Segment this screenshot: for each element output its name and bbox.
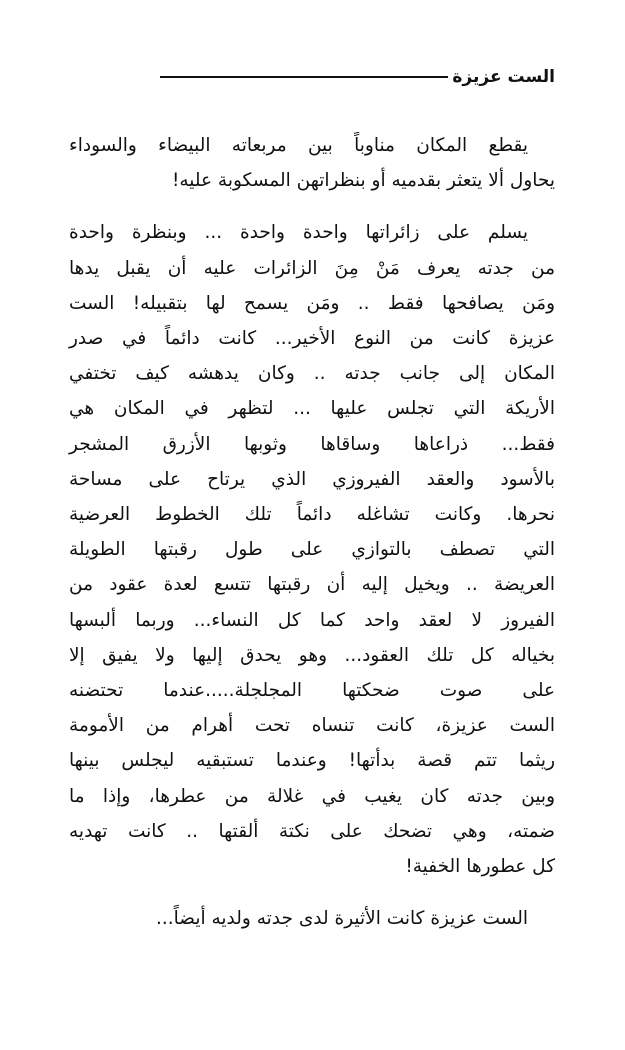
text-line: يسلم على زائراتها واحدة واحدة ... وبنظرة واحدة — [69, 222, 528, 244]
text-line: الست عزيزة، كانت تنساه تحت أهرام من الأمومة — [69, 715, 555, 737]
text-line: فقط... ذراعاها وساقاها وثوبها الأزرق المشجر — [69, 433, 555, 455]
paragraph-1 — [69, 128, 555, 198]
text-line: التي تصطف بالتوازي على طول رقبتها الطويلة — [69, 539, 555, 561]
paragraph-3 — [69, 901, 555, 936]
text-line: من جدته يعرف مَنْ مِنَ الزائرات عليه أن يقبل يدها — [69, 257, 555, 279]
text-line: العريضة .. ويخيل إليه أن رقبتها تتسع لعدة عقود من — [69, 574, 555, 596]
text-line: الست عزيزة كانت الأثيرة لدى جدته ولديه أيضاً... — [156, 908, 528, 930]
body-text — [69, 128, 555, 953]
text-line: عزيزة كانت من النوع الأخير... كانت دائماً في صدر — [69, 328, 555, 350]
paragraph-2 — [69, 215, 555, 884]
text-line: وبين جدته كان يغيب في غلالة من عطرها، وإذا ما — [69, 785, 555, 807]
text-line: الأريكة التي تجلس عليها ... لتظهر في المكان هي — [69, 398, 555, 420]
text-line: كل عطورها الخفية! — [405, 856, 555, 878]
text-line: ومَن يصافحها فقط .. ومَن يسمح لها بتقبيله! الست — [69, 292, 555, 314]
chapter-title: الست عزيزة — [452, 67, 555, 87]
text-line: بالأسود والعقد الفيروزي الذي يرتاح على مساحة — [69, 468, 555, 490]
text-line: الفيروز لا لعقد واحد كما كل النساء... وربما ألبسها — [69, 609, 555, 631]
text-line: بخياله كل تلك العقود... وهو يحدق إليها ولا يفيق إلا — [69, 644, 555, 666]
header-rule — [160, 76, 448, 78]
text-line: ضمته، وهي تضحك على نكتة ألقتها .. كانت تهديه — [69, 820, 555, 842]
text-line: نحرها. وكانت تشاغله دائماً تلك الخطوط العرضية — [69, 504, 555, 526]
text-line: على صوت ضحكتها المجلجلة.....عندما تحتضنه — [69, 680, 555, 702]
running-header — [160, 62, 555, 92]
text-line: يحاول ألا يتعثر بقدميه أو بنظراتهن المسكوبة عليه! — [171, 170, 555, 192]
text-line: المكان إلى جانب جدته .. وكان يدهشه كيف تختفي — [69, 363, 555, 385]
text-line: يقطع المكان مناوباً بين مربعاته البيضاء والسوداء — [69, 135, 528, 156]
text-line: ريثما تتم قصة بدأتها! وعندما تستبقيه ليجلس بينها — [69, 750, 555, 772]
